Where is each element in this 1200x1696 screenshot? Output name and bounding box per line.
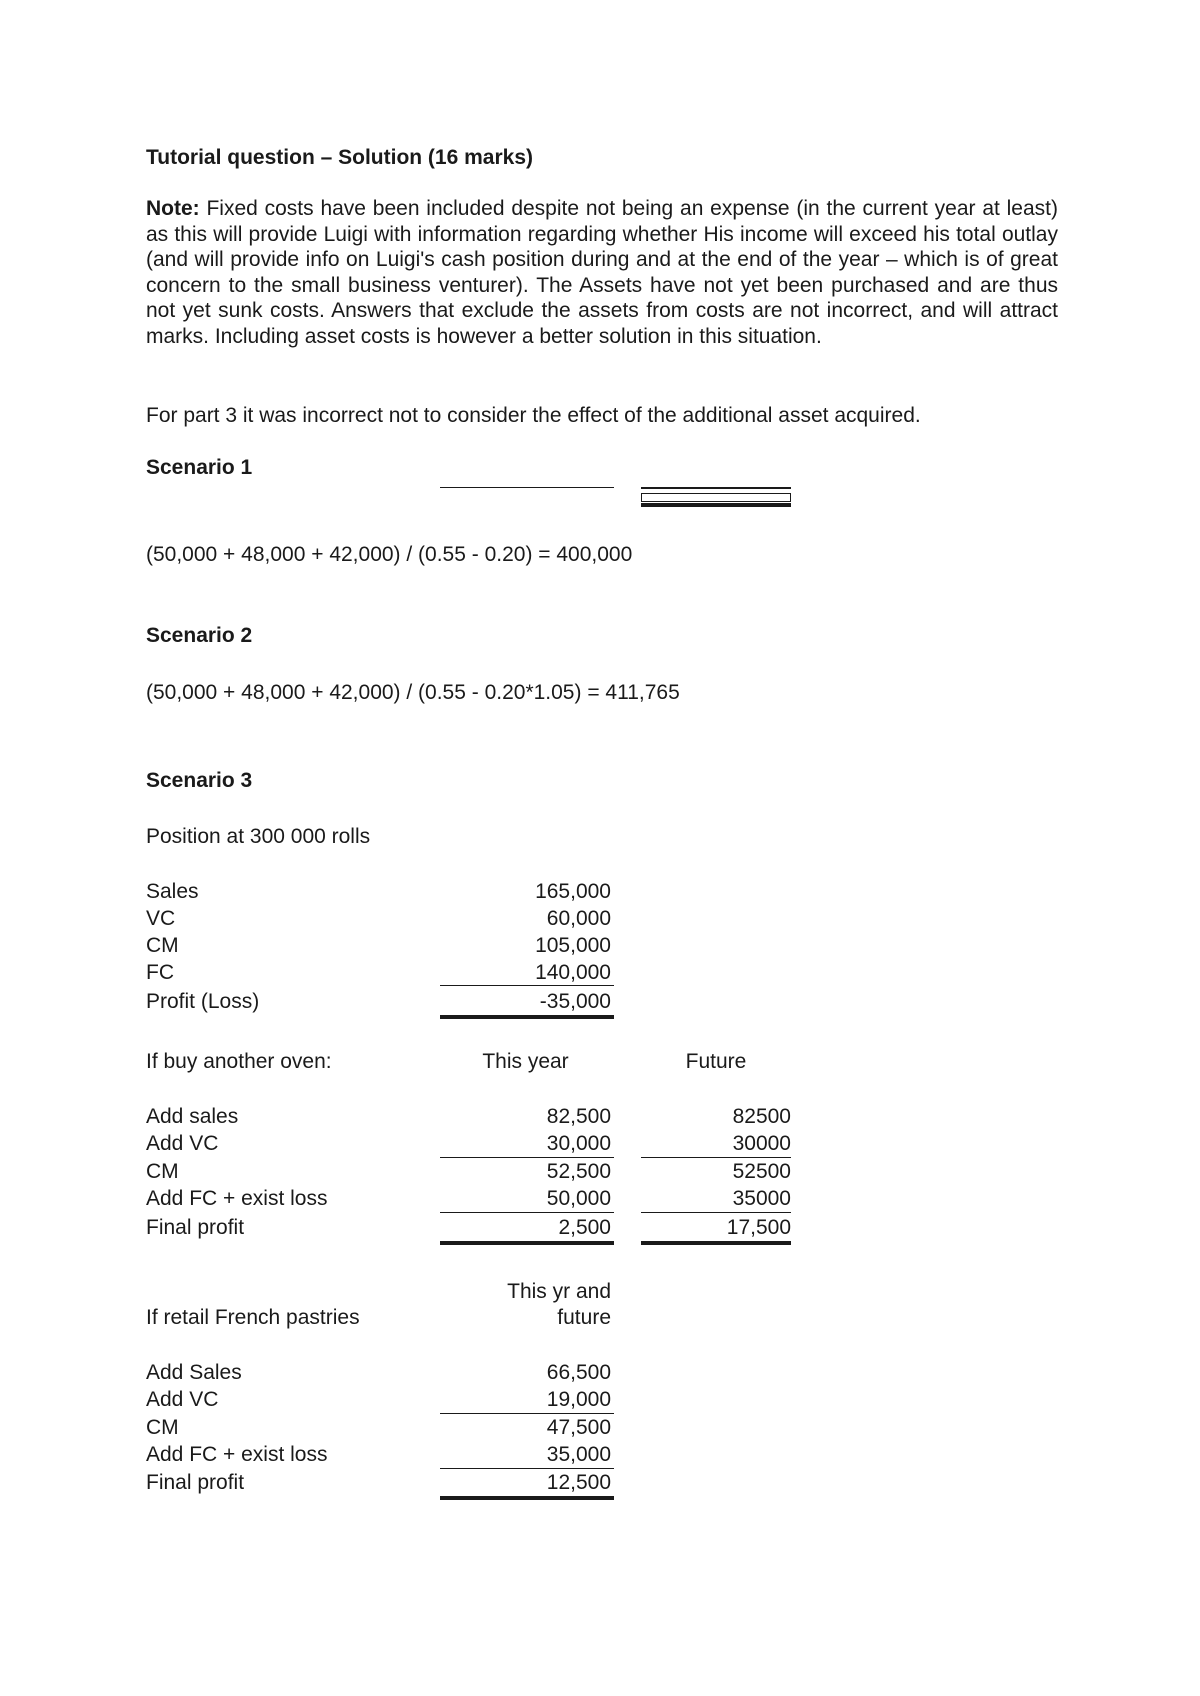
subtotal-rule — [440, 1212, 614, 1213]
table-cell: 30000 — [732, 1132, 791, 1155]
scenario3-heading: Scenario 3 — [146, 769, 253, 792]
note-label: Note: — [146, 197, 200, 220]
column-header: This year — [482, 1050, 569, 1073]
table-row-label: VC — [146, 907, 176, 930]
subtotal-rule — [440, 1157, 614, 1158]
oven-label: If buy another oven: — [146, 1050, 332, 1073]
table-cell: 82,500 — [546, 1105, 611, 1128]
total-rule — [440, 1496, 614, 1500]
table-row-label: Sales — [146, 880, 199, 903]
column-header: future — [557, 1306, 611, 1329]
column-header: Future — [685, 1050, 747, 1073]
table-row-label: FC — [146, 961, 174, 984]
total-rule — [440, 1241, 614, 1245]
column-header: This yr and — [507, 1280, 611, 1303]
table-cell: 35,000 — [546, 1443, 611, 1466]
pastries-label: If retail French pastries — [146, 1306, 360, 1329]
subtotal-rule — [641, 1157, 791, 1158]
note-paragraph — [146, 196, 1058, 350]
table-cell: 82500 — [732, 1105, 791, 1128]
table-row-label: Final profit — [146, 1216, 245, 1239]
scenario1-heading: Scenario 1 — [146, 456, 253, 479]
page-title: Tutorial question – Solution (16 marks) — [146, 146, 533, 169]
table-cell: 17,500 — [726, 1216, 791, 1239]
table-row-value: 140,000 — [535, 961, 611, 984]
table-row-label: Add VC — [146, 1388, 219, 1411]
scenario2-formula: (50,000 + 48,000 + 42,000) / (0.55 - 0.20*1.05) = 411,765 — [146, 681, 680, 704]
table-row-label: Add FC + exist loss — [146, 1187, 328, 1210]
table-cell: 52,500 — [546, 1160, 611, 1183]
table-row-label: CM — [146, 1416, 179, 1439]
table-row-value: -35,000 — [539, 990, 611, 1013]
position-label: Position at 300 000 rolls — [146, 825, 371, 848]
note-text: Fixed costs have been included despite not being an expense (in the current year at least) as this will provide Luigi with information regarding whether His income will exceed his total outlay (and will provide info on Luigi's cash position during and at the end of the year – which is of great concern to the small business venturer). The Assets have not yet been purchased and are thus not yet sunk costs. Answers that exclude the assets from costs are not incorrect, and will attract marks. Including asset costs is however a better solution in this situation. — [146, 197, 1058, 348]
table-cell: 30,000 — [546, 1132, 611, 1155]
table-row-label: Add VC — [146, 1132, 219, 1155]
scenario1-formula: (50,000 + 48,000 + 42,000) / (0.55 - 0.20) = 400,000 — [146, 543, 633, 566]
table-row-value: 60,000 — [546, 907, 611, 930]
table-cell: 52500 — [732, 1160, 791, 1183]
subtotal-rule — [440, 1468, 614, 1469]
blank-underline — [440, 487, 614, 488]
total-rule — [641, 1241, 791, 1245]
subtotal-rule — [641, 1212, 791, 1213]
table-row-label: Profit (Loss) — [146, 990, 260, 1013]
part3-note: For part 3 it was incorrect not to consider the effect of the additional asset acquired. — [146, 404, 921, 427]
table-row-label: Final profit — [146, 1471, 245, 1494]
subtotal-rule — [440, 985, 614, 986]
table-row-value: 105,000 — [535, 934, 611, 957]
total-rule — [440, 1015, 614, 1019]
table-row-label: Add Sales — [146, 1361, 242, 1384]
table-cell: 12,500 — [546, 1471, 611, 1494]
scenario2-heading: Scenario 2 — [146, 624, 253, 647]
table-cell: 50,000 — [546, 1187, 611, 1210]
subtotal-rule — [440, 1413, 614, 1414]
double-rule-box — [641, 487, 791, 509]
table-cell: 19,000 — [546, 1388, 611, 1411]
table-row-value: 165,000 — [535, 880, 611, 903]
table-cell: 2,500 — [558, 1216, 611, 1239]
table-cell: 47,500 — [546, 1416, 611, 1439]
table-cell: 35000 — [732, 1187, 791, 1210]
table-row-label: Add FC + exist loss — [146, 1443, 328, 1466]
table-cell: 66,500 — [546, 1361, 611, 1384]
table-row-label: Add sales — [146, 1105, 239, 1128]
table-row-label: CM — [146, 1160, 179, 1183]
table-row-label: CM — [146, 934, 179, 957]
